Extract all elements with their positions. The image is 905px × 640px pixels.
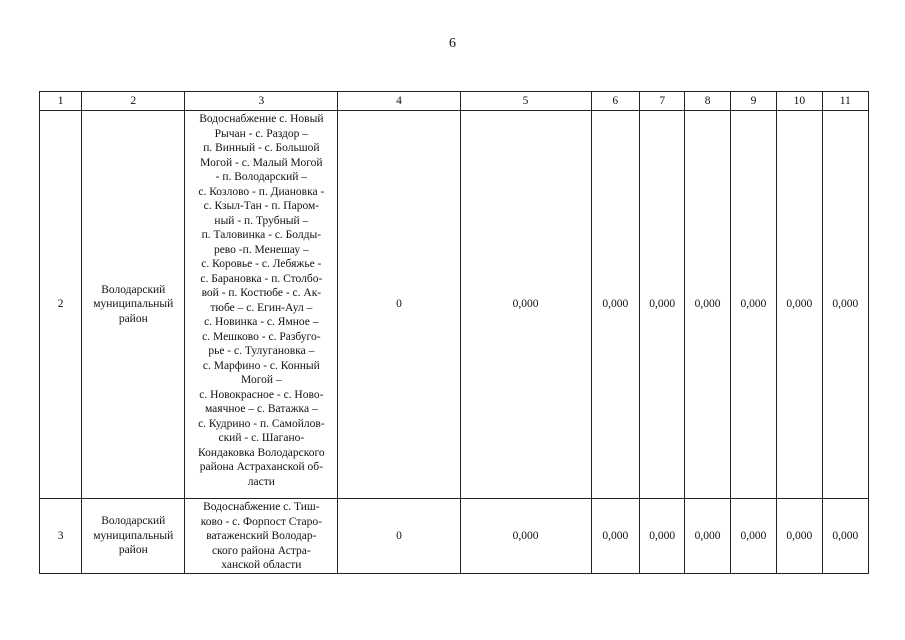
description-line: ханской области xyxy=(221,559,302,571)
value-cell: 0,000 xyxy=(460,499,591,574)
value-cell: 0,000 xyxy=(822,499,868,574)
column-header: 7 xyxy=(640,92,685,111)
description-line: ватаженский Володар- xyxy=(206,530,317,542)
description-line: маячное – с. Ватажка – xyxy=(204,403,318,415)
description-line: с. Марфино - с. Конный xyxy=(202,359,320,372)
page-number: 6 xyxy=(449,36,456,51)
value-cell: 0,000 xyxy=(640,111,685,499)
description-line: с. Кзыл-Тан - п. Паром- xyxy=(203,200,320,212)
table-row xyxy=(40,111,869,499)
description-line: Могой - с. Малый Могой xyxy=(200,156,323,169)
column-header: 1 xyxy=(40,92,82,111)
description-line: с. Мешково - с. Разбуго- xyxy=(202,330,321,343)
description-line: ского района Астра- xyxy=(211,544,311,557)
district-line: муниципальный xyxy=(93,529,174,542)
data-table xyxy=(39,91,869,574)
description-line: п. Винный - с. Большой xyxy=(203,142,320,154)
row-number-cell: 3 xyxy=(40,499,82,574)
description-line: с. Коровье - с. Лебяжье - xyxy=(201,258,322,270)
table-row xyxy=(40,499,869,574)
district-line: Володарский xyxy=(101,283,166,296)
description-line: вой - п. Костюбе - с. Ак- xyxy=(201,287,322,299)
district-line: район xyxy=(118,544,148,557)
description-line: - п. Володарский – xyxy=(215,171,308,183)
district-cell xyxy=(82,499,185,574)
description-line: ласти xyxy=(247,475,275,488)
column-header: 2 xyxy=(82,92,185,111)
column-header: 6 xyxy=(591,92,639,111)
value-cell: 0,000 xyxy=(685,499,730,574)
description-line: ково - с. Форпост Старо- xyxy=(200,515,322,528)
district-cell xyxy=(82,111,185,499)
value-cell: 0,000 xyxy=(591,111,639,499)
district-line: Володарский xyxy=(101,515,166,528)
description-line: с. Козлово - п. Диановка - xyxy=(198,185,325,198)
column-header: 9 xyxy=(730,92,776,111)
value-cell: 0 xyxy=(338,111,460,499)
description-line: Могой – xyxy=(241,374,282,386)
district-line: муниципальный xyxy=(93,298,174,311)
value-cell: 0,000 xyxy=(730,499,776,574)
description-line: с. Кудрино - п. Самойлов- xyxy=(198,417,325,430)
description-cell xyxy=(185,111,338,499)
description-line: с. Барановка - п. Столбо- xyxy=(200,272,323,285)
value-cell: 0 xyxy=(338,499,460,574)
value-cell: 0,000 xyxy=(730,111,776,499)
description-line: района Астраханской об- xyxy=(199,461,323,473)
description-line: с. Новинка - с. Ямное – xyxy=(204,316,319,328)
column-header: 5 xyxy=(460,92,591,111)
description-line: рье - с. Тулугановка – xyxy=(208,345,315,357)
description-line: Водоснабжение с. Тиш- xyxy=(203,501,320,513)
value-cell: 0,000 xyxy=(822,111,868,499)
value-cell: 0,000 xyxy=(777,499,822,574)
table-header-row xyxy=(40,92,869,111)
description-line: тюбе – с. Егин-Аул – xyxy=(210,301,313,314)
description-line: Рычан - с. Раздор – xyxy=(214,127,309,140)
description-line: ный - п. Трубный – xyxy=(214,214,309,227)
description-line: Кондаковка Володарского xyxy=(197,446,325,459)
description-cell xyxy=(185,499,338,574)
description-line: с. Новокрасное - с. Ново- xyxy=(199,388,324,401)
value-cell: 0,000 xyxy=(640,499,685,574)
column-header: 3 xyxy=(185,92,338,111)
description-line: Водоснабжение с. Новый xyxy=(199,113,324,125)
value-cell: 0,000 xyxy=(777,111,822,499)
column-header: 4 xyxy=(338,92,460,111)
column-header: 11 xyxy=(822,92,868,111)
column-header: 10 xyxy=(777,92,822,111)
value-cell: 0,000 xyxy=(591,499,639,574)
description-line: ский - с. Шагано- xyxy=(218,432,305,444)
value-cell: 0,000 xyxy=(460,111,591,499)
value-cell: 0,000 xyxy=(685,111,730,499)
description-line: рево -п. Менешау – xyxy=(213,243,309,256)
row-number-cell: 2 xyxy=(40,111,82,499)
column-header: 8 xyxy=(685,92,730,111)
district-line: район xyxy=(118,312,148,325)
description-line: п. Таловинка - с. Болды- xyxy=(201,229,322,241)
